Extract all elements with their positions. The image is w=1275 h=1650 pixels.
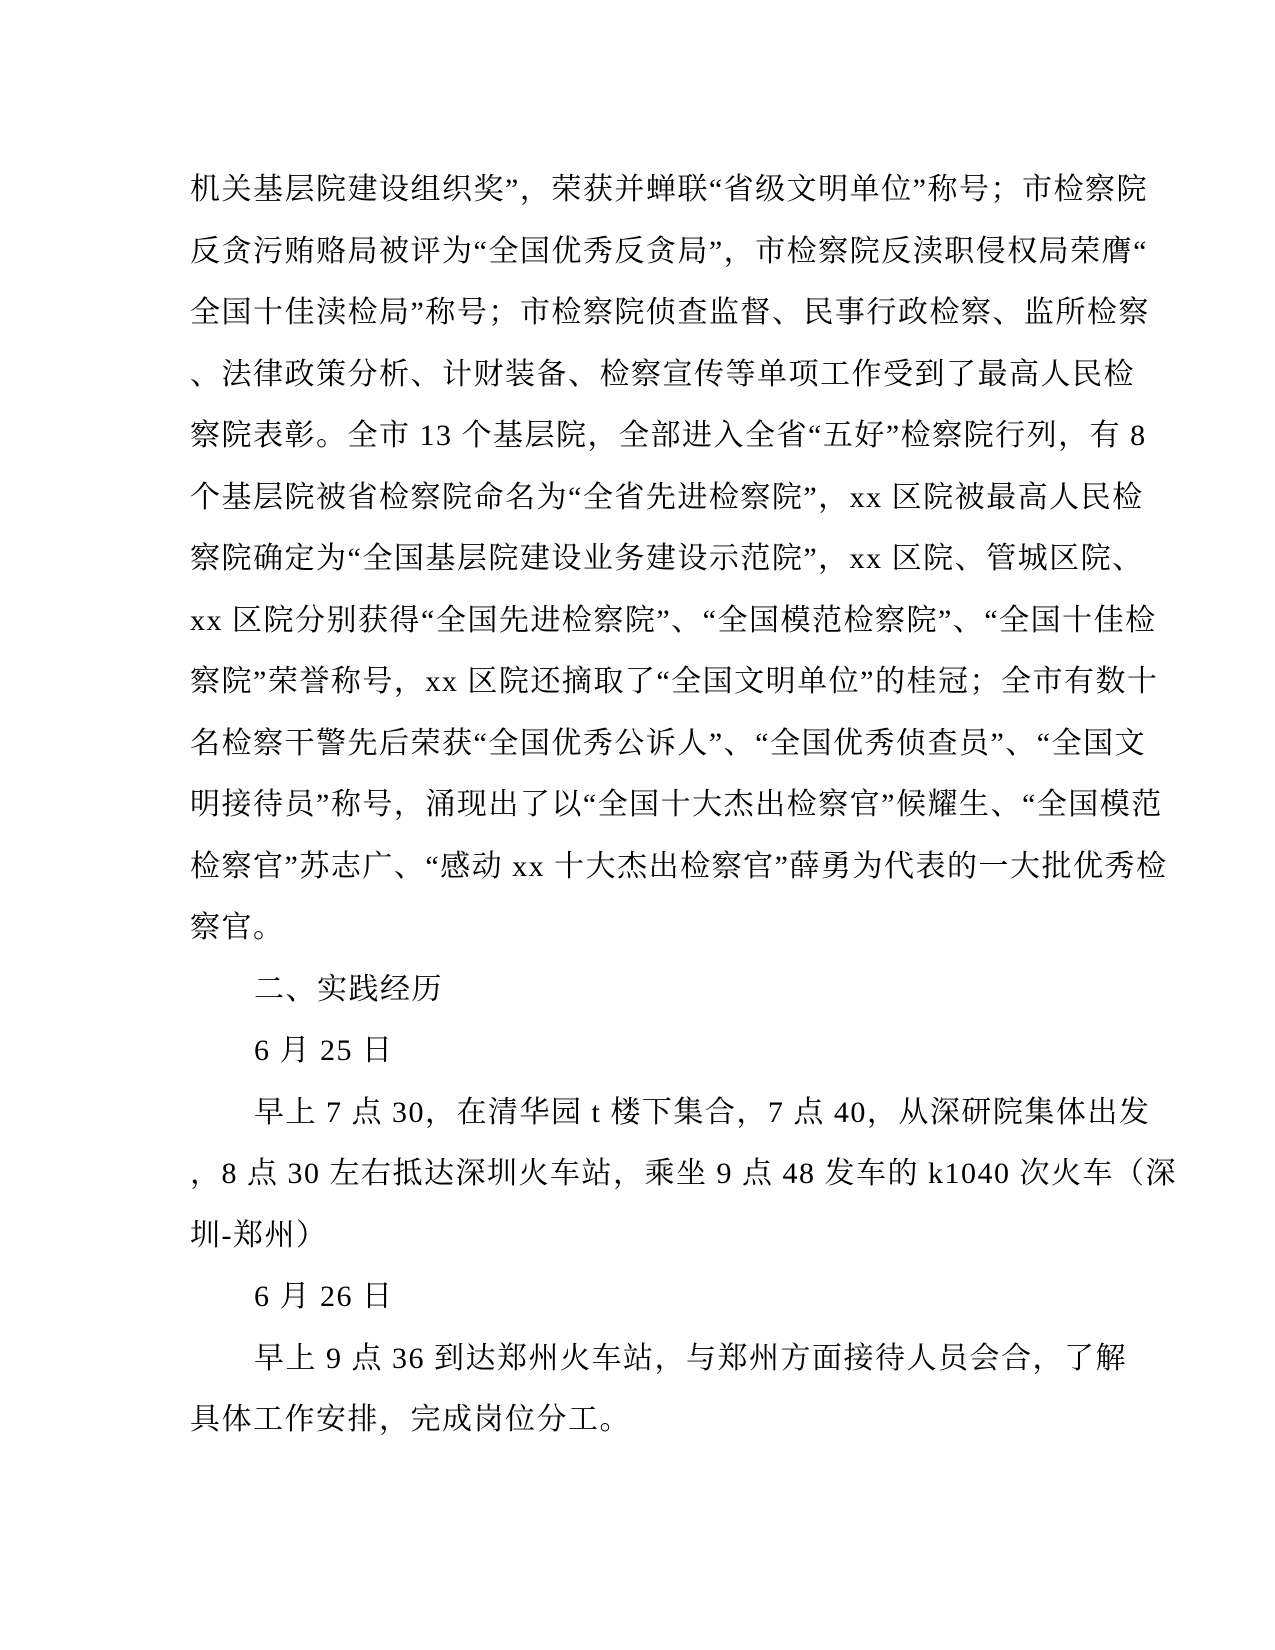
text-line: 机关基层院建设组织奖”，荣获并蝉联“省级文明单位”称号；市检察院 (190, 173, 1148, 206)
text-line: 明接待员”称号，涌现出了以“全国十大杰出检察官”候耀生、“全国模范 (190, 788, 1163, 821)
text-line: 早上 9 点 36 到达郑州火车站，与郑州方面接待人员会合，了解 (254, 1341, 1127, 1375)
text-line: 6 月 26 日 (254, 1280, 394, 1313)
text-line: ，8 点 30 左右抵达深圳火车站，乘坐 9 点 48 发车的 k1040 次火车（深 (190, 1157, 1177, 1190)
text-line: 二、实践经历 (254, 972, 443, 1006)
text-line: 圳-郑州） (190, 1218, 328, 1252)
text-line: xx 区院分别获得“全国先进检察院”、“全国模范检察院”、“全国十佳检 (190, 603, 1157, 637)
text-line: 检察官”苏志广、“感动 xx 十大杰出检察官”薛勇为代表的一大批优秀检 (190, 849, 1168, 883)
text-line: 反贪污贿赂局被评为“全国优秀反贪局”，市检察院反渎职侵权局荣膺“ (190, 234, 1148, 268)
text-line: 察院确定为“全国基层院建设业务建设示范院”，xx 区院、管城区院、 (190, 542, 1144, 575)
text-line: 察院”荣誉称号，xx 区院还摘取了“全国文明单位”的桂冠；全市有数十 (190, 665, 1159, 698)
text-line: 、法律政策分析、计财装备、检察宣传等单项工作受到了最高人民检 (190, 357, 1135, 391)
document-text-block (190, 159, 1177, 1451)
text-line: 早上 7 点 30，在清华园 t 楼下集合，7 点 40，从深研院集体出发 (254, 1095, 1151, 1129)
text-line: 6 月 25 日 (254, 1034, 394, 1067)
text-line: 名检察干警先后荣获“全国优秀公诉人”、“全国优秀侦查员”、“全国文 (190, 726, 1147, 760)
text-line: 察院表彰。全市 13 个基层院，全部进入全省“五好”检察院行列，有 8 (190, 419, 1147, 452)
text-line: 察官。 (190, 911, 285, 944)
text-line: 全国十佳渎检局”称号；市检察院侦查监督、民事行政检察、监所检察 (190, 296, 1150, 329)
text-line: 个基层院被省检察院命名为“全省先进检察院”，xx 区院被最高人民检 (190, 480, 1144, 514)
text-line: 具体工作安排，完成岗位分工。 (190, 1403, 631, 1436)
